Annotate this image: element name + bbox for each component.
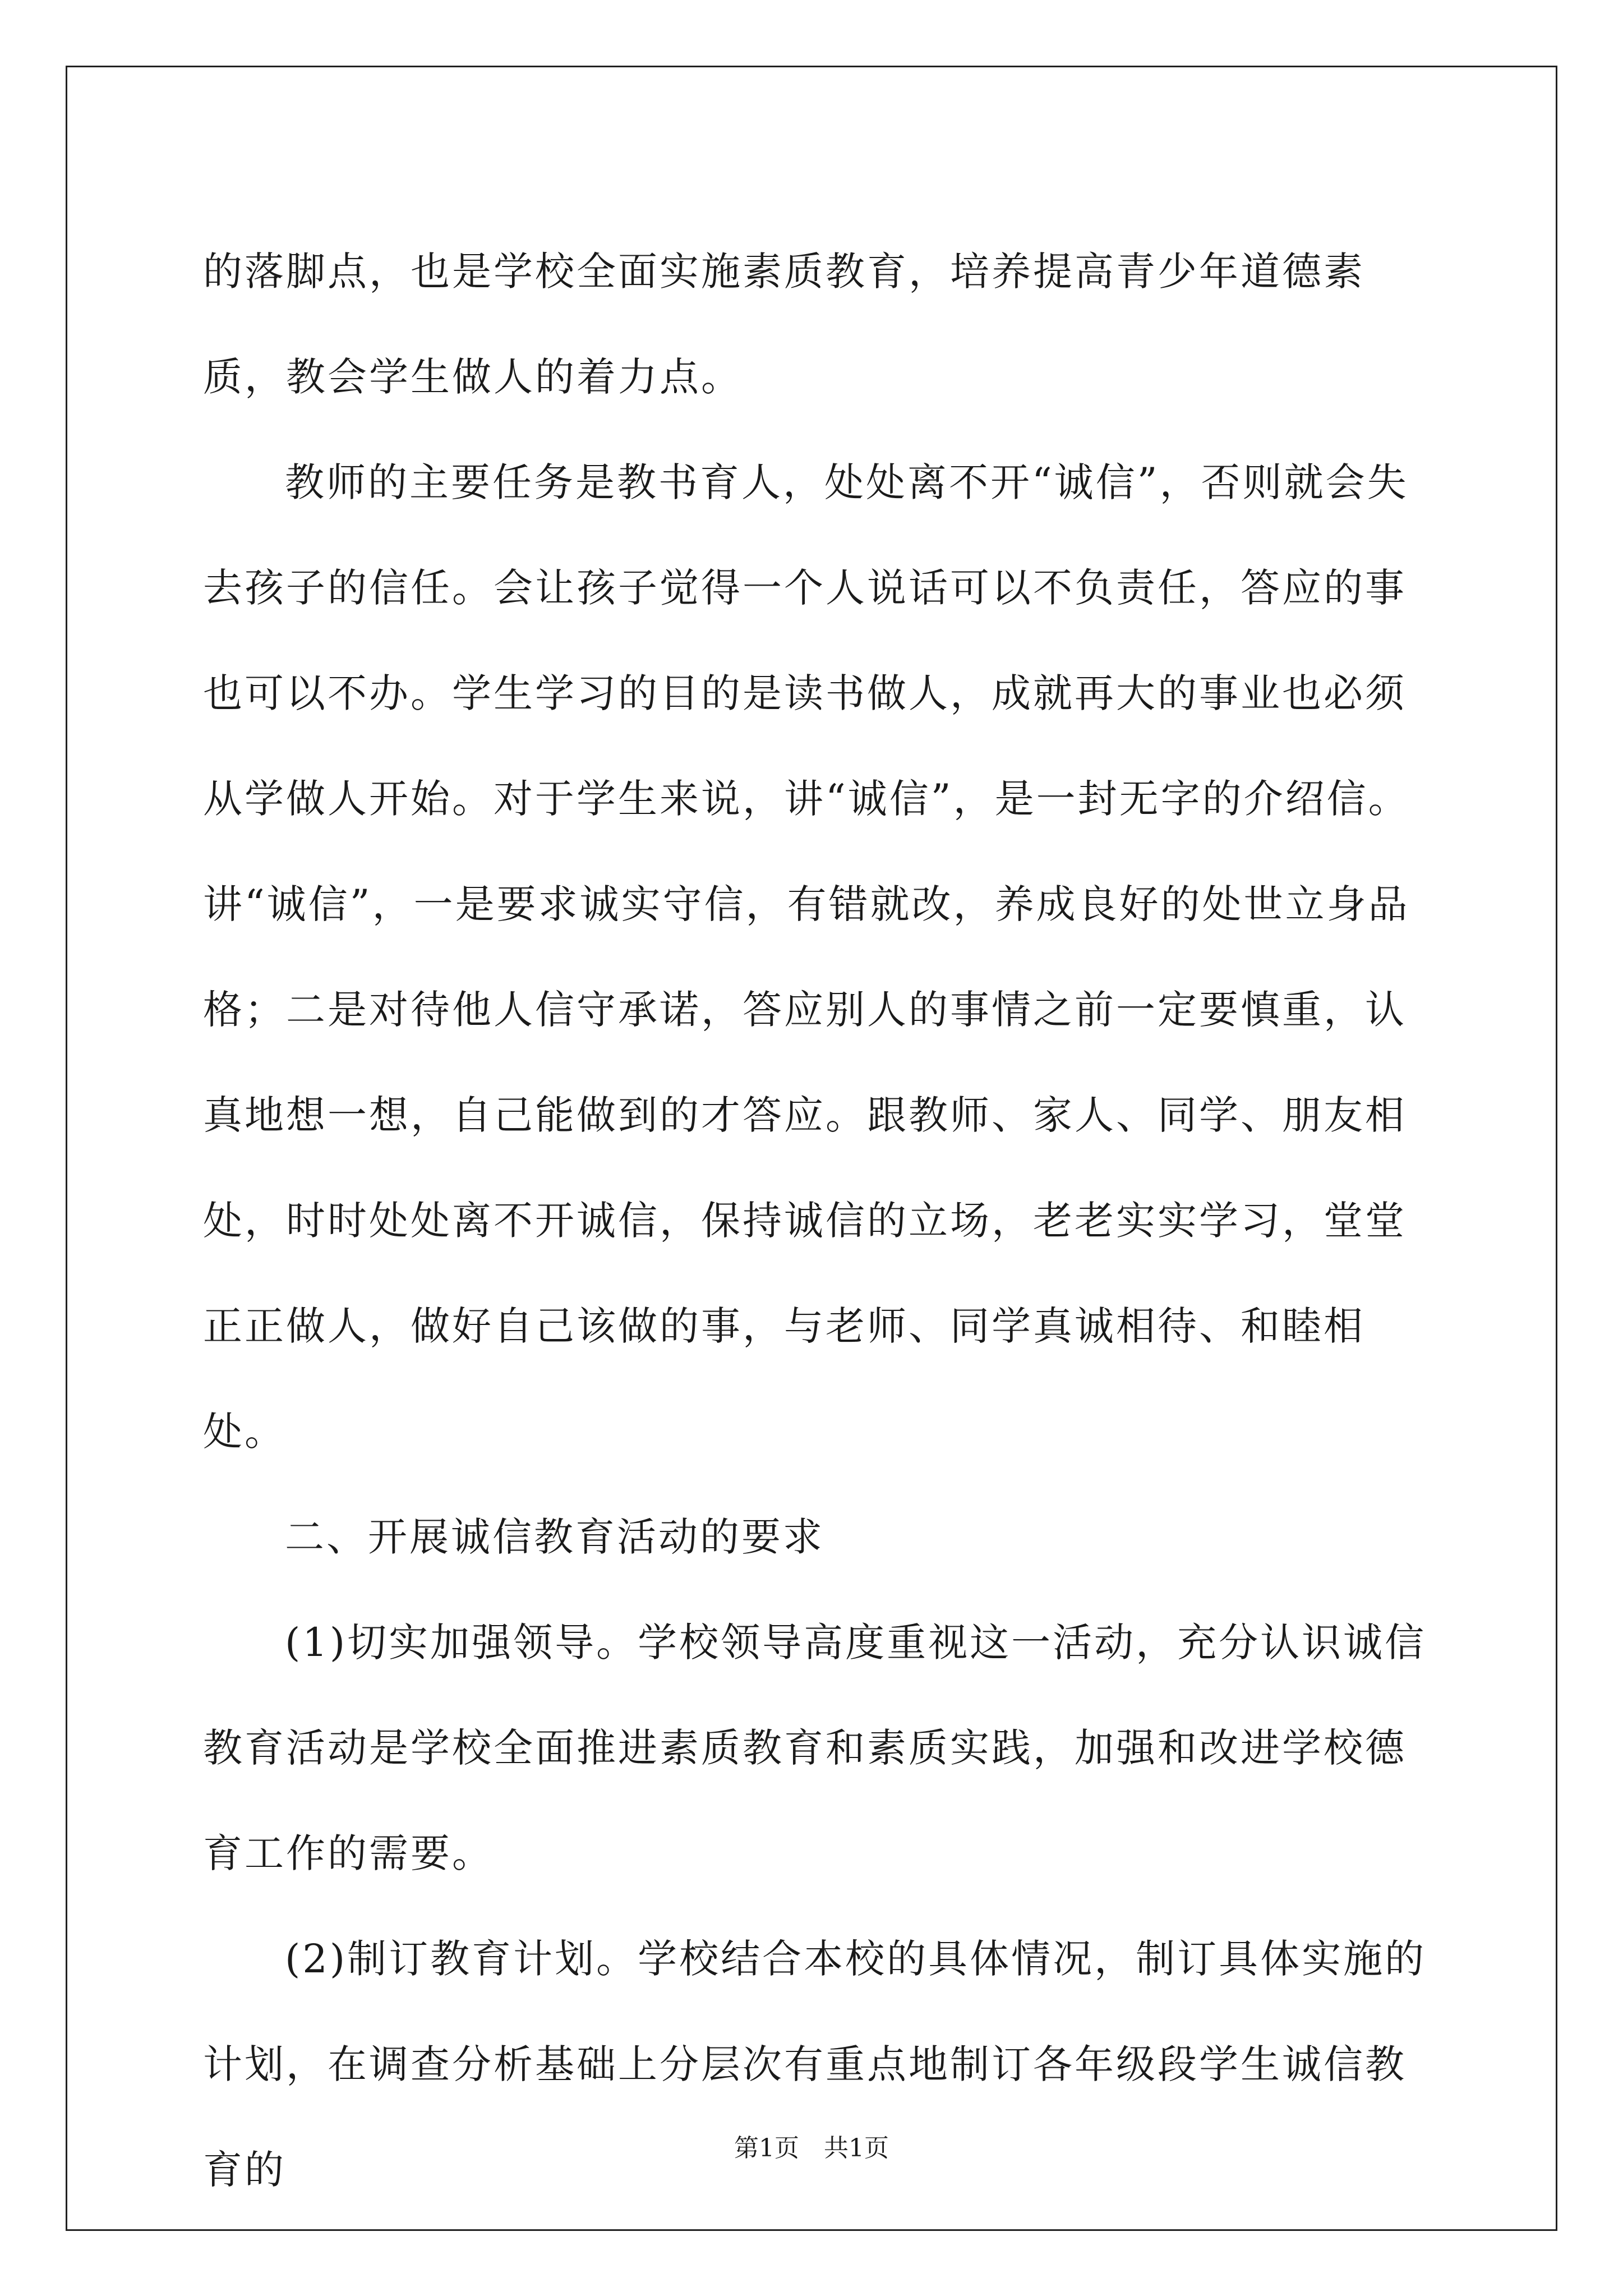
page-number: 第1页 <box>734 2134 799 2162</box>
page-footer <box>0 2132 1623 2165</box>
document-body <box>203 219 1437 2223</box>
section-heading: 二、开展诚信教育活动的要求 <box>285 1514 824 1560</box>
paragraph: 教师的主要任务是教书育人，处处离不开“诚信”，否则就会失去孩子的信任。会让孩子觉得一个人说话可以不负责任，答应的事也可以不办。学生学习的目的是读书做人，成就再大的事业也必须从学做人开始。对于学生来说，讲“诚信”，是一封无字的介绍信。讲“诚信”，一是要求诚实守信，有错就改，养成良好的处世立身品格；二是对待他人信守承诺，答应别人的事情之前一定要慎重，认真地想一想，自己能做到的才答应。跟教师、家人、同学、朋友相处，时时处处离不开诚信，保持诚信的立场，老老实实学习，堂堂正正做人，做好自己该做的事，与老师、同学真诚相待、和睦相处。 <box>203 459 1410 1455</box>
paragraph: 的落脚点，也是学校全面实施素质教育，培养提高青少年道德素质，教会学生做人的着力点。 <box>203 249 1365 400</box>
paragraph: (1)切实加强领导。学校领导高度重视这一活动，充分认识诚信教育活动是学校全面推进素质教育和素质实践，加强和改进学校德育工作的需要。 <box>203 1619 1427 1876</box>
paragraph: (2)制订教育计划。学校结合本校的具体情况，制订具体实施的计划，在调查分析基础上分层次有重点地制订各年级段学生诚信教育的 <box>203 1936 1427 2193</box>
page-total: 共1页 <box>824 2134 889 2162</box>
